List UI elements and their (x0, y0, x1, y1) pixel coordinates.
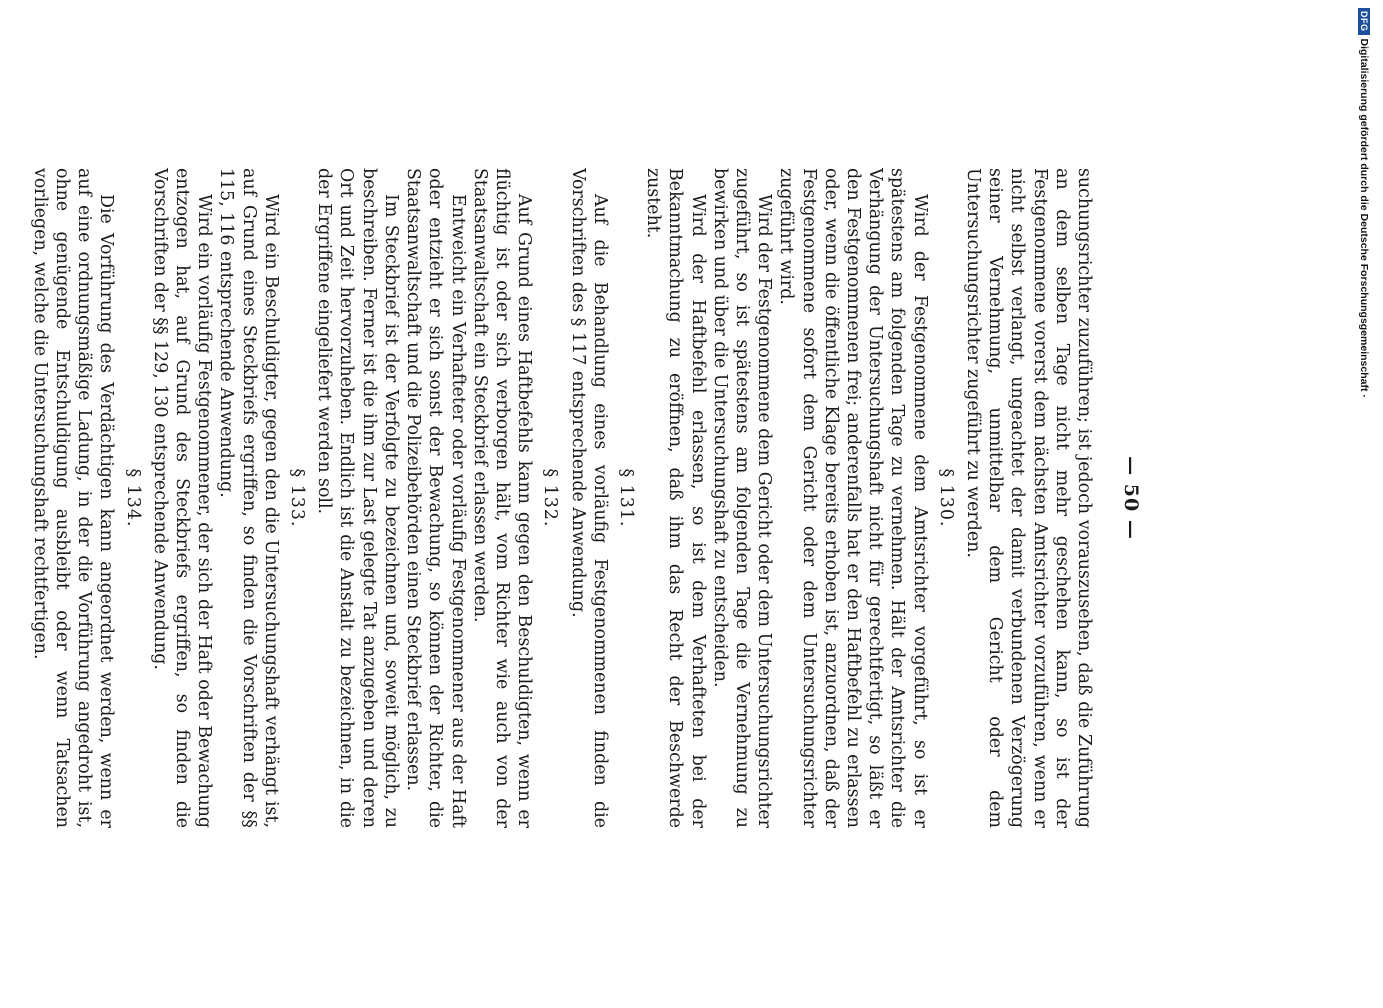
page-number: — 50 — (1120, 456, 1142, 540)
paragraph: Auf Grund eines Haftbefehls kann gegen den Beschuldigten, wenn er flüchtig ist oder sich verborgen hält, vom Richter wie auch von der Staatsanwaltschaft ein Steckbrief erlassen werden. (469, 168, 535, 828)
paragraph: Wird ein Beschuldigter, gegen den die Untersuchungshaft verhängt ist, auf Grund eines Steckbriefs ergriffen, so finden die Vorschriften der §§ 115, 116 entsprechende Anwendung. (216, 168, 281, 828)
dfg-logo: DFG (1358, 8, 1370, 35)
section-heading: § 132. (540, 468, 561, 528)
document-page (29, 168, 1260, 828)
paragraph: Auf die Behandlung eines vorläufig Festgenommenen finden die Vorschriften des § 117 entsprechende Anwendung. (567, 168, 610, 828)
paragraph: Wird der Haftbefehl erlassen, so ist dem Verhafteten bei der Bekanntmachung zu eröffnen, daß ihm das Recht der Beschwerde zusteht. (643, 168, 708, 828)
section-heading: § 131. (615, 468, 636, 528)
paragraph: Die Vorführung des Verdächtigen kann angeordnet werden, wenn er auf eine ordnungsmäßige Ladung, in der die Vorführung angedroht ist, ohne genügende Entschuldigung ausbleibt oder wenn Tatsachen vorliegen, welche die Untersuchungshaft rechtfertigen. (29, 168, 117, 828)
section-heading: § 130. (935, 468, 956, 528)
paragraph: Wird ein vorläufig Festgenommener, der sich der Haft oder Bewachung entzogen hat, auf Grund des Steckbriefs ergriffen, so finden die Vorschriften der §§ 129, 130 entsprechende Anwendung. (149, 168, 215, 828)
digitization-note (1350, 8, 1370, 1008)
paragraph: Wird der Festgenommene dem Gericht oder dem Untersuchungsrichter zugeführt, so ist spätestens am folgenden Tage die Vernehmung zu bewirken und über die Untersuchungshaft zu entscheiden. (709, 168, 775, 828)
section-heading: § 133. (287, 468, 308, 528)
paragraph: suchungsrichter zuzuführen; ist jedoch vorauszusehen, daß die Zuführung an dem selben Tage nicht mehr geschehen kann, so ist der Festgenommene vorerst dem nächsten Amtsrichter vorzuführen, wenn er nicht selbst verlangt, ungeachtet der damit verbundenen Verzögerung seiner Vernehmung, unmittelbar dem Gericht oder dem Untersuchungsrichter zugeführt zu werden. (962, 168, 1094, 828)
paragraph: Wird der Festgenommene dem Amtsrichter vorgeführt, so ist er spätestens am folgenden Tage zu vernehmen. Hält der Amtsrichter die Verhängung der Untersuchungshaft nicht für gerechtfertigt, so läßt er den Festgenommenen frei; anderenfalls hat er den Haftbefehl zu erlassen oder, wenn die öffentliche Klage bereits erhoben ist, anzuordnen, daß der Festgenommene sofort dem Gericht oder dem Untersuchungsrichter zugeführt wird. (776, 168, 930, 828)
section-heading: § 134. (122, 468, 143, 528)
digitization-note-text: Digitalisierung gefördert durch die Deutsche Forschungsgemeinschaft · (1358, 38, 1370, 398)
paragraph: Im Steckbrief ist der Verfolgte zu bezeichnen und, soweit möglich, zu beschreiben. Ferner ist die ihm zur Last gelegte Tat anzugeben und deren Ort und Zeit hervorzuheben. Endlich ist die Anstalt zu bezeichnen, in die der Ergriffene eingeliefert werden soll. (314, 168, 401, 828)
document-body (29, 168, 1095, 828)
paragraph: Entweicht ein Verhafteter oder vorläufig Festgenommener aus der Haft oder entzieht er sich sonst der Bewachung, so können der Richter, die Staatsanwaltschaft und die Polizeibehörden einen Steckbrief erlassen. (403, 168, 468, 828)
